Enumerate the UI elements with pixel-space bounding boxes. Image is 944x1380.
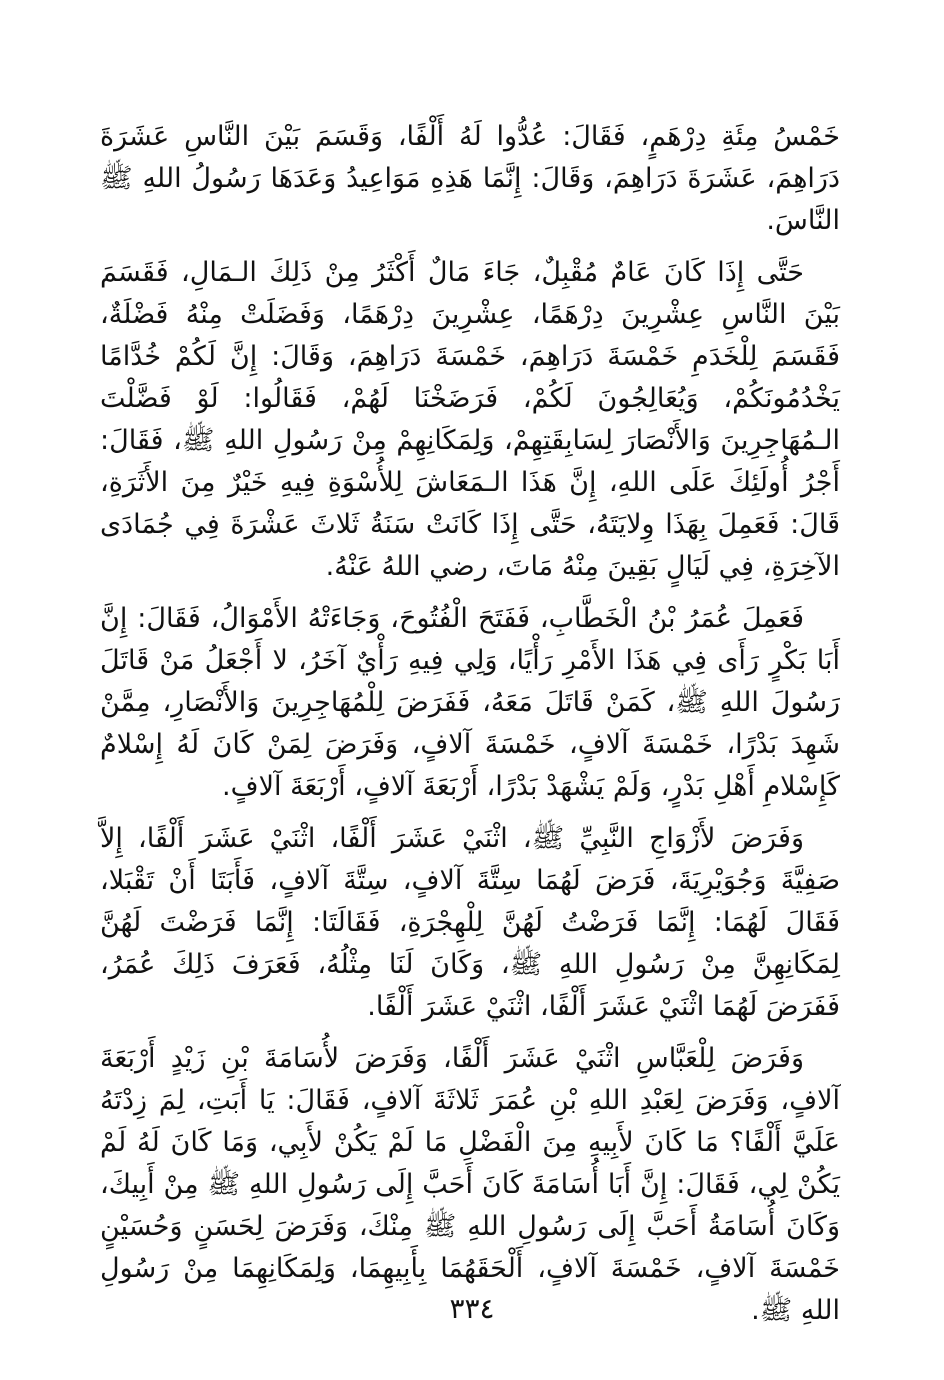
paragraph: فَعَمِلَ عُمَرُ بْنُ الْخَطَّابِ، فَفَتَحَ الْفُتُوحَ، وَجَاءَتْهُ الأَمْوَالُ، فَقَالَ: إِنَّ أَبَا بَكْرٍ رَأَى فِي هَذَا الأَمْرِ رَأْيًا، وَلِي فِيهِ رَأْيٌ آخَرُ، لا أَجْعَلُ مَنْ قَاتَلَ رَسُولَ اللهِ ﷺ، كَمَنْ قَاتَلَ مَعَهُ، فَفَرَضَ لِلْمُهَاجِرِينَ وَالأَنْصَارِ، مِمَّنْ شَهِدَ بَدْرًا، خَمْسَةَ آلافٍ، خَمْسَةَ آلافٍ، وَفَرَضَ لِمَنْ كَانَ لَهُ إِسْلامٌ كَإِسْلامِ أَهْلِ بَدْرٍ، وَلَمْ يَشْهَدْ بَدْرًا، أَرْبَعَةَ آلافٍ، أَرْبَعَةَ آلافٍ. [100, 603, 840, 802]
paragraph: وَفَرَضَ لأَزْوَاجِ النَّبِيِّ ﷺ، اثْنَيْ عَشَرَ أَلْفًا، اثْنَيْ عَشَرَ أَلْفًا، إِلاَّ صَفِيَّةَ وَجُوَيْرِيَةَ، فَرَضَ لَهُمَا سِتَّةَ آلافٍ، سِتَّةَ آلافٍ، فَأَبَتَا أَنْ تَقْبَلا، فَقَالَ لَهُمَا: إِنَّمَا فَرَضْتُ لَهُنَّ لِلْهِجْرَةِ، فَقَالَتَا: إِنَّمَا فَرَضْتَ لَهُنَّ لِمَكَانِهِنَّ مِنْ رَسُولِ اللهِ ﷺ، وَكَانَ لَنَا مِثْلُهُ، فَعَرَفَ ذَلِكَ عُمَرُ، فَفَرَضَ لَهُمَا اثْنَيْ عَشَرَ أَلْفًا، اثْنَيْ عَشَرَ أَلْفًا. [100, 823, 840, 1022]
body-text [100, 116, 840, 1342]
paragraph: خَمْسُ مِئَةِ دِرْهَمٍ، فَقَالَ: عُدُّوا لَهُ أَلْفًا، وَقَسَمَ بَيْنَ النَّاسِ عَشَرَةَ دَرَاهِمَ، عَشَرَةَ دَرَاهِمَ، وَقَالَ: إِنَّمَا هَذِهِ مَوَاعِيدُ وَعَدَهَا رَسُولُ اللهِ ﷺ النَّاسَ. [100, 121, 840, 236]
paragraph: حَتَّى إِذَا كَانَ عَامٌ مُقْبِلٌ، جَاءَ مَالٌ أَكْثَرُ مِنْ ذَلِكَ الـمَالِ، فَقَسَمَ بَيْنَ النَّاسِ عِشْرِينَ دِرْهَمًا، عِشْرِينَ دِرْهَمًا، وَفَضَلَتْ مِنْهُ فَضْلَةٌ، فَقَسَمَ لِلْخَدَمِ خَمْسَةَ دَرَاهِمَ، خَمْسَةَ دَرَاهِمَ، وَقَالَ: إِنَّ لَكُمْ خُدَّامًا يَخْدُمُونَكُمْ، وَيُعَالِجُونَ لَكُمْ، فَرَضَخْنَا لَهُمْ، فَقَالُوا: لَوْ فَضَّلْتَ الـمُهَاجِرِينَ وَالأَنْصَارَ لِسَابِقَتِهِمْ، وَلِمَكَانِهِمْ مِنْ رَسُولِ اللهِ ﷺ، فَقَالَ: أَجْرُ أُولَئِكَ عَلَى اللهِ، إِنَّ هَذَا الـمَعَاشَ لِلأُسْوَةِ فِيهِ خَيْرٌ مِنَ الأَثَرَةِ، قَالَ: فَعَمِلَ بِهَذَا وِلايَتَهُ، حَتَّى إِذَا كَانَتْ سَنَةُ ثَلاثَ عَشْرَةَ فِي جُمَادَى الآخِرَةِ، فِي لَيَالٍ بَقِينَ مِنْهُ مَاتَ، رضي اللهُ عَنْهُ. [100, 257, 840, 582]
paragraph: وَفَرَضَ لِلْعَبَّاسِ اثْنَيْ عَشَرَ أَلْفًا، وَفَرَضَ لأُسَامَةَ بْنِ زَيْدٍ أَرْبَعَةَ آلافٍ، وَفَرَضَ لِعَبْدِ اللهِ بْنِ عُمَرَ ثَلاثَةَ آلافٍ، فَقَالَ: يَا أَبَتِ، لِمَ زِدْتَهُ عَلَيَّ أَلْفًا؟ مَا كَانَ لأَبِيهِ مِنَ الْفَضْلِ مَا لَمْ يَكُنْ لأَبِي، وَمَا كَانَ لَهُ لَمْ يَكُنْ لِي، فَقَالَ: إِنَّ أَبَا أُسَامَةَ كَانَ أَحَبَّ إِلَى رَسُولِ اللهِ ﷺ مِنْ أَبِيكَ، وَكَانَ أُسَامَةُ أَحَبَّ إِلَى رَسُولِ اللهِ ﷺ مِنْكَ، وَفَرَضَ لِحَسَنٍ وَحُسَيْنٍ خَمْسَةَ آلافٍ، خَمْسَةَ آلافٍ، أَلْحَقَهُمَا بِأَبِيهِمَا، وَلِمَكَانِهِمَا مِنْ رَسُولِ اللهِ ﷺ. [100, 1043, 840, 1326]
page-number: ٣٣٤ [449, 1292, 495, 1325]
